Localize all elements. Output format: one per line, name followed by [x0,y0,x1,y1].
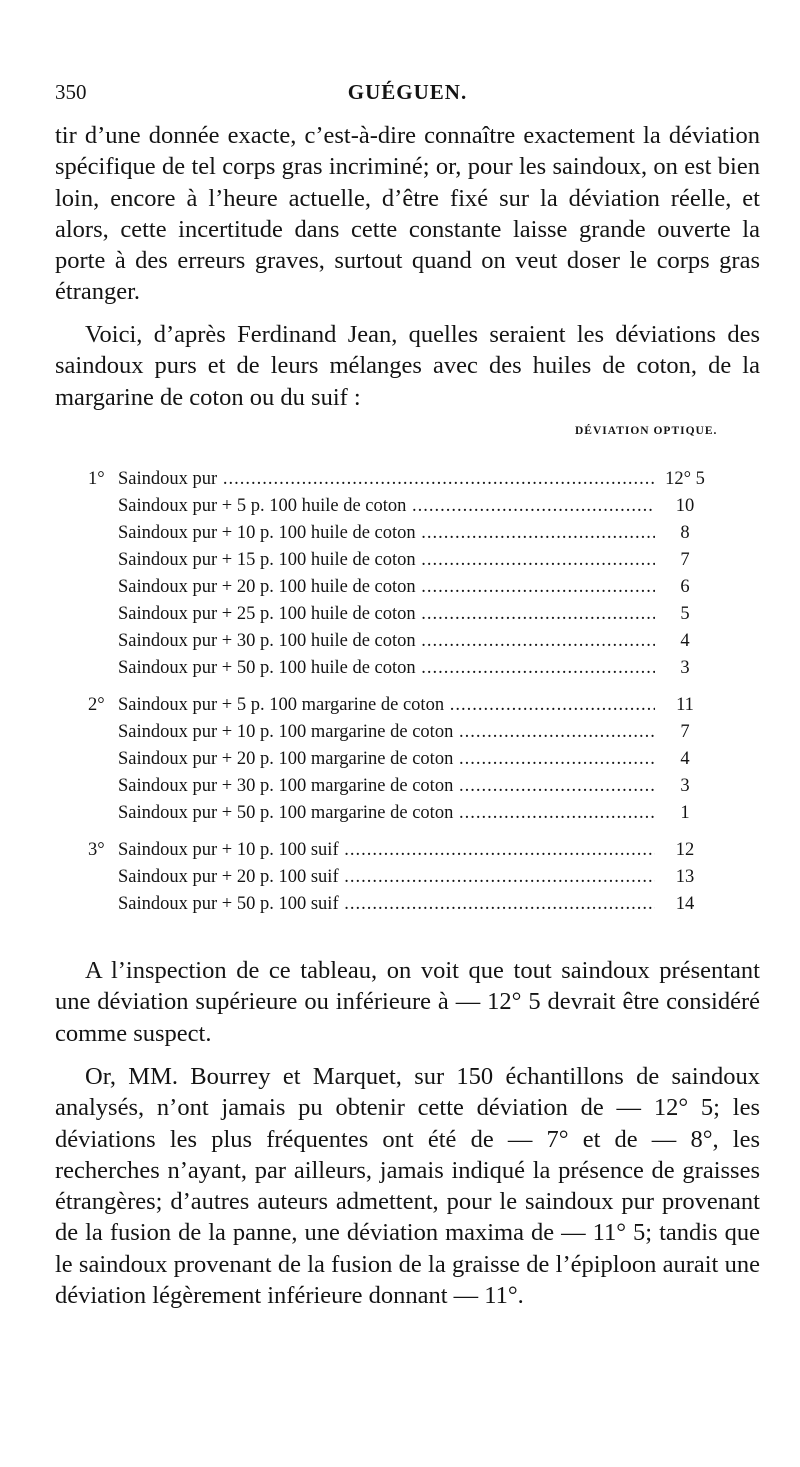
paragraph-3: A l’inspection de ce tableau, on voit que tout saindoux présentant une déviation supérieure ou inférieure à — 12° 5 devrait être considéré comme suspect. [55,957,760,1047]
table-row [55,800,715,826]
row-value: 14 [655,891,715,917]
row-value: 3 [655,655,715,681]
table-row [55,520,715,546]
paragraph-4: Or, MM. Bourrey et Marquet, sur 150 échantillons de saindoux analysés, n’ont jamais pu obtenir cette déviation de — 12° 5; les déviations les plus fréquentes ont été de — 7° et de — 8°, les recherches n’ayant, par ailleurs, jamais indiqué la présence de graisses étrangères; d’autres auteurs admettent, pour le saindoux pur provenant de la fusion de la panne, une déviation maxima de — 11° 5; tandis que le saindoux provenant de la fusion de la graisse de l’épiploon aurait une déviation légèrement inférieure donnant — 11°. [55,1063,760,1310]
row-value: 4 [655,746,715,772]
table-row [55,891,715,917]
table-row [55,746,715,772]
row-label: Saindoux pur + 5 p. 100 huile de coton ..... [118,493,658,519]
group-marker: 1° [88,469,105,489]
paragraph-2: Voici, d’après Ferdinand Jean, quelles seraient les déviations des saindoux purs et de leurs mélanges avec des huiles de coton, de la margarine de coton ou du suif : [55,321,760,411]
row-label: Saindoux pur + 5 p. 100 margarine de coton ..... [118,692,658,718]
table-row [55,574,715,600]
table-row [55,655,715,681]
row-label: Saindoux pur + 20 p. 100 suif ..... [118,864,658,890]
row-label: Saindoux pur + 10 p. 100 margarine de coton ..... [118,719,658,745]
row-label: Saindoux pur + 20 p. 100 margarine de coton ..... [118,746,658,772]
running-head: GUÉGUEN. [347,80,468,104]
group-marker: 2° [88,695,105,715]
row-label: Saindoux pur + 50 p. 100 suif ..... [118,891,658,917]
row-value: 8 [655,520,715,546]
table-row [55,601,715,627]
row-label: Saindoux pur + 30 p. 100 margarine de coton ..... [118,773,658,799]
page-number: 350 [55,80,87,104]
row-label: Saindoux pur + 10 p. 100 huile de coton ..... [118,520,658,546]
row-value: 4 [655,628,715,654]
row-value: 1 [655,800,715,826]
table-row [55,864,715,890]
row-value: 7 [655,547,715,573]
row-label: Saindoux pur ..... [118,466,658,492]
row-label: Saindoux pur + 30 p. 100 huile de coton ..... [118,628,658,654]
table-row [55,719,715,745]
row-label: Saindoux pur + 15 p. 100 huile de coton ..... [118,547,658,573]
paragraph-1: tir d’une donnée exacte, c’est-à-dire connaître exactement la déviation spécifique de tel corps gras incriminé; or, pour les saindoux, on est bien loin, encore à l’heure actuelle, d’être fixé sur la déviation réelle, et alors, cette incertitude dans cette constante laisse grande ouverte la porte à des erreurs graves, surtout quand on veut doser le corps gras étranger. [55,122,760,306]
table-row [55,466,715,492]
row-value: 12° 5 [655,466,715,492]
row-value: 13 [655,864,715,890]
table-row [55,692,715,718]
row-value: 7 [655,719,715,745]
table-row [55,837,715,863]
row-label: Saindoux pur + 10 p. 100 suif ..... [118,837,658,863]
row-value: 6 [655,574,715,600]
group-marker: 3° [88,840,105,860]
row-label: Saindoux pur + 20 p. 100 huile de coton ..... [118,574,658,600]
table-row [55,628,715,654]
row-value: 12 [655,837,715,863]
table-row [55,773,715,799]
row-label: Saindoux pur + 50 p. 100 huile de coton ..... [118,655,658,681]
row-label: Saindoux pur + 25 p. 100 huile de coton ..... [118,601,658,627]
row-value: 11 [655,692,715,718]
row-value: 10 [655,493,715,519]
row-label: Saindoux pur + 50 p. 100 margarine de coton ..... [118,800,658,826]
row-value: 3 [655,773,715,799]
table-row [55,547,715,573]
table-row [55,493,715,519]
page-header [55,80,760,110]
column-title: DÉVIATION OPTIQUE. [575,425,718,437]
row-value: 5 [655,601,715,627]
